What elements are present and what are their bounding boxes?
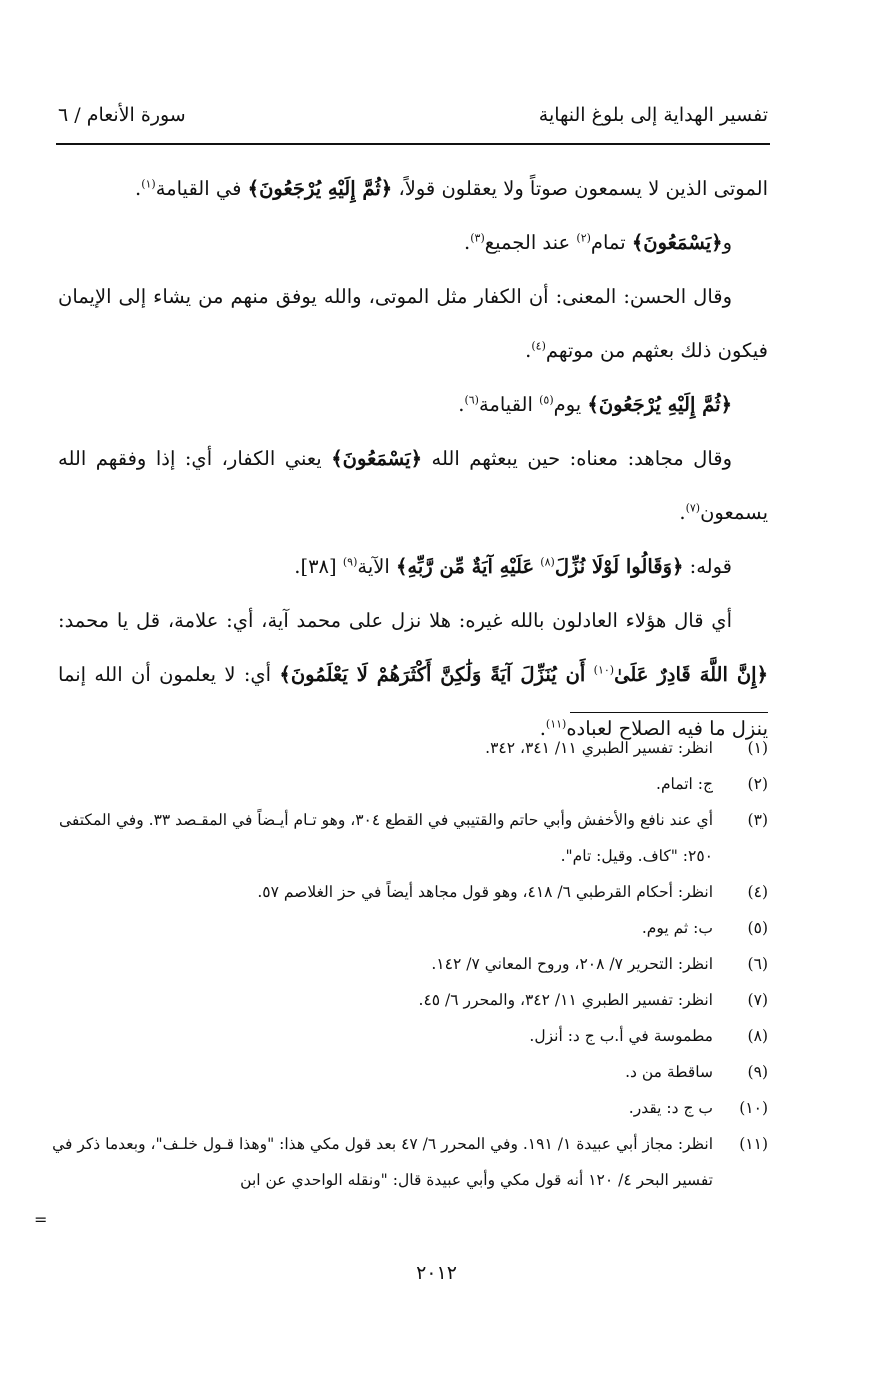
footnote-text: ب ج د: يقدر. [628,1099,713,1117]
p7-quran-1: ﴿إِنَّ اللَّهَ قَادِرٌ عَلَىٰ [614,663,769,686]
footnote-text: انظر: تفسير الطبري ١١/ ٣٤٢، والمحرر ٦/ ٤٥. [418,991,713,1009]
footnote-number: (١) [747,739,768,757]
footnote-ref-8[interactable]: (٨) [540,555,555,569]
footnote-item [40,766,768,802]
footnote-text: ج: اتمام. [656,775,713,793]
continuation-mark: = [34,1210,48,1229]
footnote-ref-6[interactable]: (٦) [464,393,479,407]
footnote-number: (٣) [747,811,768,829]
footnote-number: (٩) [747,1063,768,1081]
page-number: ٢٠١٢ [416,1262,457,1284]
p4-text2: القيامة [478,393,533,416]
p1-after: في القيامة [155,177,242,200]
footnote-item [40,1126,768,1198]
p2-prefix: و [722,231,732,254]
p5-text: وقال مجاهد: معناه: حين يبعثهم الله [431,447,733,470]
p6-quran-1: ﴿وَقَالُوا لَوْلَا نُزِّلَ [554,555,684,578]
footnote-text: انظر: أحكام القرطبي ٦/ ٤١٨، وهو قول مجاهد أيضاً في حز الغلاصم ٥٧. [257,883,713,901]
verse-number: [٣٨] [300,555,337,578]
p6-quran-2: عَلَيْهِ آيَةٌ مِّن رَّبِّهِ﴾ [395,555,535,578]
footnote-number: (٨) [747,1027,768,1045]
footnote-number: (٢) [747,775,768,793]
p5-end: . [679,501,686,524]
footnote-ref-7[interactable]: (٧) [685,501,701,515]
surah-title: سورة الأنعام / ٦ [58,104,186,126]
p7-quran-2: أَن يُنَزِّلَ آيَةً وَلَٰكِنَّ أَكْثَرَهُمْ لَا يَعْلَمُونَ﴾ [279,663,586,686]
footnote-number: (٧) [747,991,768,1009]
footnote-text: انظر: مجاز أبي عبيدة ١/ ١٩١. وفي المحرر ٦/ ٤٧ بعد قول مكي هذا: "وهذا قـول خلـف"، وبعدما ذكر في تفسير البحر ٤/ ١٢٠ أنه قول مكي وأبي عبيدة قال: "ونقله الواحدي عن ابن [52,1135,713,1189]
footnote-item [40,730,768,766]
footnote-item [40,802,768,874]
footnote-number: (١١) [739,1135,768,1153]
p6-text: قوله: [689,555,732,578]
p1-end: . [135,177,142,200]
p1-quran: ﴿ثُمَّ إِلَيْهِ يُرْجَعُونَ﴾ [247,177,393,200]
footnote-text: ب: ثم يوم. [641,919,713,937]
running-header [58,104,768,136]
footnotes-list [40,730,768,1198]
footnote-divider [570,712,768,713]
footnote-number: (٦) [747,955,768,973]
p5-text2: يعني الكفار، أي: إذا وفقهم الله يسمعون [58,447,768,524]
footnote-item [40,982,768,1018]
main-text [58,162,768,756]
footnote-item [40,910,768,946]
p4-end: . [458,393,465,416]
footnote-number: (٤) [747,883,768,901]
footnote-ref-4[interactable]: (٤) [531,339,546,353]
paragraph-2 [58,216,768,270]
footnote-number: (١٠) [739,1099,768,1117]
footnote-text: انظر: تفسير الطبري ١١/ ٣٤١، ٣٤٢. [485,739,713,757]
paragraph-3 [58,270,768,378]
footnote-ref-2[interactable]: (٢) [576,231,591,245]
paragraph-1 [58,162,768,216]
footnote-text: مطموسة في أ.ب ج د: أنزل. [529,1027,713,1045]
footnote-item [40,874,768,910]
header-divider [56,143,770,145]
p7-end: . [539,717,546,740]
footnote-ref-3[interactable]: (٣) [470,231,485,245]
paragraph-4 [58,378,768,432]
paragraph-6 [58,540,768,594]
footnote-item [40,946,768,982]
footnote-ref-9[interactable]: (٩) [342,555,358,569]
footnote-ref-1[interactable]: (١) [141,177,156,191]
footnote-text: أي عند نافع والأخفش وأبي حاتم والقتيبي في القطع ٣٠٤، وهو تـام أيـضاً في المقـصد ٣٣. وفي المكتفى ٢٥٠: "كاف. وقيل: تام". [58,811,713,865]
p6-text2: الآية [357,555,390,578]
book-title: تفسير الهداية إلى بلوغ النهاية [538,104,768,126]
footnote-item [40,1090,768,1126]
p2-quran: ﴿يَسْمَعُونَ﴾ [631,231,723,254]
footnote-item [40,1018,768,1054]
p1-text: الموتى الذين لا يسمعون صوتاً ولا يعقلون قولاً، [398,177,768,200]
p3-text: وقال الحسن: المعنى: أن الكفار مثل الموتى، والله يوفق منهم من يشاء إلى الإيمان فيكون ذلك بعثهم من موتهم [58,285,768,362]
p3-end: . [525,339,532,362]
footnote-text: ساقطة من د. [625,1063,713,1081]
p4-text: يوم [553,393,582,416]
paragraph-5 [58,432,768,540]
p5-quran: ﴿يَسْمَعُونَ﴾ [331,447,422,470]
p2-text: تمام [590,231,626,254]
p4-quran: ﴿ثُمَّ إِلَيْهِ يُرْجَعُونَ﴾ [587,393,732,416]
p7-text2: أي: لا يعلمون أن الله إنما ينزل ما فيه الصلاح لعباده [58,663,768,740]
footnote-ref-11[interactable]: (١١) [545,717,567,731]
footnote-ref-5[interactable]: (٥) [539,393,554,407]
footnote-text: انظر: التحرير ٧/ ٢٠٨، وروح المعاني ٧/ ١٤٢. [431,955,713,973]
footnote-number: (٥) [747,919,768,937]
p6-end: . [294,555,301,578]
p7-text: أي قال هؤلاء العادلون بالله غيره: هلا نزل على محمد آية، أي: علامة، قل يا محمد: [58,609,732,632]
footnote-item [40,1054,768,1090]
p2-end: . [464,231,471,254]
footnote-ref-10[interactable]: (١٠) [593,663,615,677]
p2-text2: عند الجميع [484,231,571,254]
